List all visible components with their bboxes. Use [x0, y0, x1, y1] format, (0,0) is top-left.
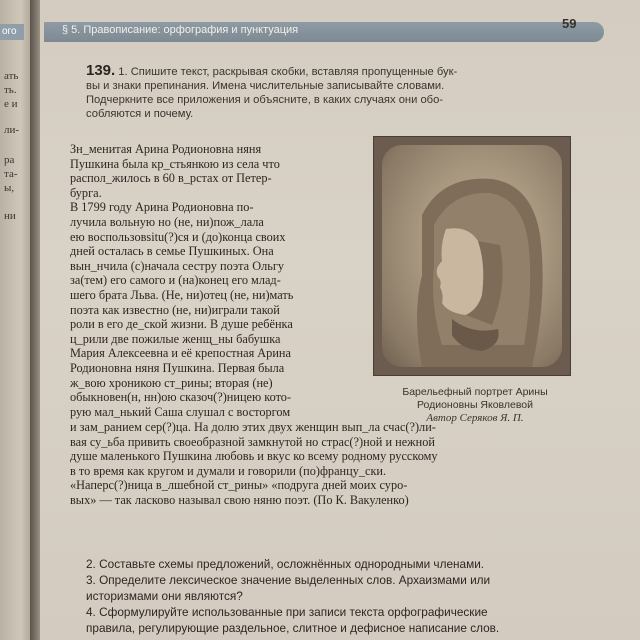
portrait-caption-line: Барельефный портрет Арины — [402, 386, 548, 398]
instruction-line: Подчеркните все приложения и объясните, в каких случаях они обо- — [86, 94, 444, 106]
page-number: 59 — [562, 16, 577, 31]
instruction-line: вы и знаки препинания. Имена числительные записывайте словами. — [86, 80, 445, 92]
portrait-frame — [373, 136, 571, 376]
left-fragment: ли- — [4, 124, 20, 136]
exercise-text-full — [70, 420, 610, 508]
text-line: лучила вольную но (не, ни)пож_лала — [70, 214, 264, 229]
exercise-number: 139. — [86, 62, 116, 79]
text-line: за(тем) его самого и (на)конец его млад- — [70, 273, 281, 288]
left-fragment: ы, — [4, 182, 15, 194]
exercise-instruction — [86, 64, 586, 121]
task-line: 4. Сформулируйте использованные при записи текста орфографические — [86, 605, 488, 619]
instruction-line: 1. Спишите текст, раскрывая скобки, вставляя пропущенные бук- — [118, 66, 458, 78]
left-fragment: е и — [4, 98, 18, 110]
exercise-text-narrow — [70, 142, 360, 419]
text-line: дней осталась в семье Пушкиных. Она — [70, 244, 274, 259]
section-title: § 5. Правописание: орфография и пунктуация — [62, 24, 299, 36]
text-line: шего брата Льва. (Не, ни)отец (не, ни)мать — [70, 287, 294, 302]
left-fragment: ра — [4, 154, 15, 166]
text-line: В 1799 году Арина Родионовна по- — [70, 200, 254, 215]
text-line: роли в его де_ской жизни. В душе ребёнка — [70, 317, 293, 332]
text-line: поэта как известно (не, ни)играли такой — [70, 302, 280, 317]
left-page-edge — [0, 0, 34, 640]
text-line: ею воспользовsitu(?)ся и (до)конца своих — [70, 229, 286, 244]
text-line: и зам_ранием сер(?)ца. На долю этих двух женщин вып_ла счас(?)ли- — [70, 420, 436, 434]
text-line: Пушкина была кр_стьянкою из села что — [70, 156, 280, 171]
portrait-caption-line: Родионовны Яковлевой — [416, 399, 534, 411]
text-line: распол_жилось в 60 в_рстах от Петер- — [70, 171, 272, 186]
text-line: вая су_ьба привить своеобразной замкнутой но страс(?)ной и нежной — [70, 434, 435, 449]
right-page — [40, 0, 640, 640]
text-line: душе маленького Пушкина любовь и вкус ко всему родному русскому — [70, 449, 438, 464]
instruction-line: собляются и почему. — [86, 108, 194, 120]
task-line: 2. Составьте схемы предложений, осложнённых однородными членами. — [86, 557, 485, 571]
portrait-illustration — [382, 145, 562, 367]
exercise-tasks — [86, 556, 626, 636]
left-fragment: та- — [4, 168, 18, 180]
left-fragment: ать — [4, 70, 19, 82]
left-fragment: ть. — [4, 84, 17, 96]
text-line: в то время как кругом и думали и говорили (по)францу_ски. — [70, 463, 387, 478]
text-line: рую мал_нький Саша слушал с восторгом — [70, 404, 291, 419]
text-line: Родионовна няня Пушкина. Первая была — [70, 360, 285, 375]
text-line: Зн_менитая Арина Родионовна няня — [70, 142, 262, 156]
text-line: вых» — так ласково называл свою няню поэт. (По К. Вакуленко) — [70, 492, 409, 507]
left-fragment: ни — [4, 210, 16, 222]
text-line: бурга. — [70, 185, 102, 200]
face-profile — [437, 228, 484, 315]
task-line: историзмами они являются? — [86, 589, 243, 603]
text-line: ж_вою хроникою ст_рины; вторая (не) — [70, 375, 273, 390]
bas-relief-portrait — [382, 145, 562, 367]
text-line: Мария Алексеевна и её крепостная Арина — [70, 346, 291, 361]
portrait-author: Автор Серяков Я. П. — [426, 412, 524, 424]
task-line: правила, регулирующие раздельное, слитное и дефисное написание слов. — [86, 621, 500, 635]
text-line: вын_нчила (с)начала сестру поэта Ольгу — [70, 258, 285, 273]
text-line: «Наперс(?)ница в_лшебной ст_рины» «подруга дней моих суро- — [70, 478, 408, 493]
task-line: 3. Определите лексическое значение выделенных слов. Архаизмами или — [86, 573, 491, 587]
text-line: ц_рили две пожилые женщ_ны бабушка — [70, 331, 281, 346]
left-page-header-tab: ого — [0, 24, 24, 40]
text-line: обыкновен(н, нн)ою сказоч(?)ницею кото- — [70, 390, 292, 405]
